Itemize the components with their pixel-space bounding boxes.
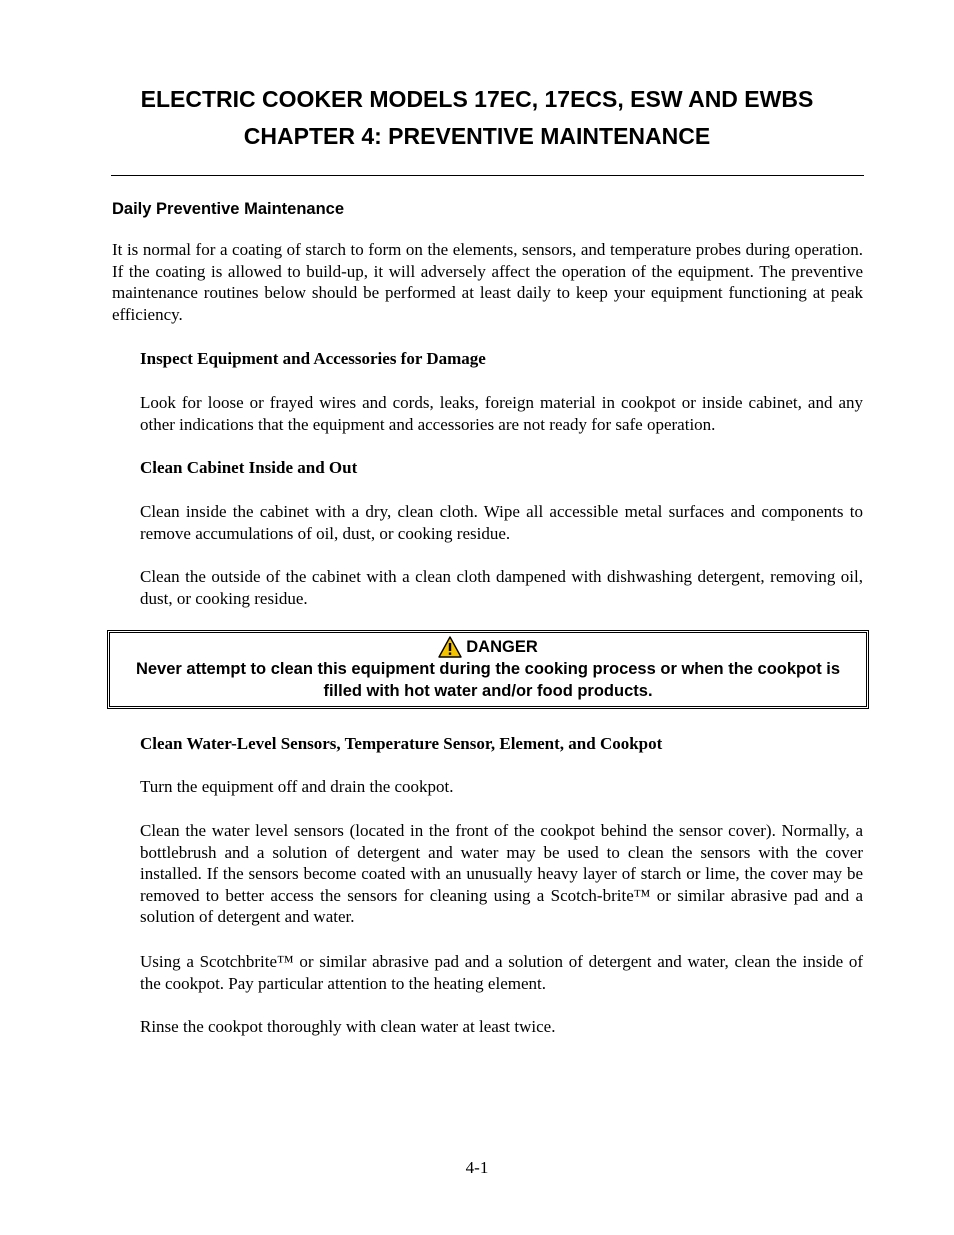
danger-header bbox=[110, 636, 866, 658]
sensors-paragraph-2: Clean the water level sensors (located in the front of the cookpot behind the sensor cover). Normally, a bottlebrush and a solution of detergent and water may be used to clean the sensors with the cover installed. If the sensors become coated with an unusually heavy layer of starch or lime, the cover may be removed to better access the sensors for cleaning using a Scotch-brite™ or similar abrasive pad and a solution of detergent and water. bbox=[140, 821, 863, 927]
inspect-paragraph: Look for loose or frayed wires and cords, leaks, foreign material in cookpot or inside cabinet, and any other indications that the equipment and accessories are not ready for safe operation. bbox=[140, 393, 863, 434]
chapter-title: CHAPTER 4: PREVENTIVE MAINTENANCE bbox=[243, 123, 711, 149]
sensors-paragraph-1: Turn the equipment off and drain the cookpot. bbox=[140, 777, 454, 796]
sensors-paragraph-3: Using a Scotchbrite™ or similar abrasive pad and a solution of detergent and water, clean the inside of the cookpot. Pay particular attention to the heating element. bbox=[140, 952, 863, 993]
danger-label: DANGER bbox=[466, 638, 538, 656]
danger-text: Never attempt to clean this equipment during the cooking process or when the cookpot is filled with hot water and/or food products. bbox=[135, 660, 841, 700]
subheading-cabinet: Clean Cabinet Inside and Out bbox=[140, 458, 358, 477]
subheading-sensors: Clean Water-Level Sensors, Temperature Sensor, Element, and Cookpot bbox=[140, 734, 663, 753]
subheading-inspect: Inspect Equipment and Accessories for Damage bbox=[140, 349, 486, 368]
warning-triangle-icon bbox=[438, 636, 462, 658]
header-divider bbox=[111, 175, 864, 176]
sensors-paragraph-4: Rinse the cookpot thoroughly with clean water at least twice. bbox=[140, 1017, 556, 1036]
section-heading: Daily Preventive Maintenance bbox=[112, 200, 345, 218]
cabinet-paragraph-2: Clean the outside of the cabinet with a clean cloth dampened with dishwashing detergent, removing oil, dust, or cooking residue. bbox=[140, 567, 863, 608]
intro-paragraph: It is normal for a coating of starch to form on the elements, sensors, and temperature probes during operation. If the coating is allowed to build-up, it will adversely affect the operation of the equipment. The preventive maintenance routines below should be performed at least daily to keep your equipment functioning at peak efficiency. bbox=[112, 240, 863, 324]
page-number: 4-1 bbox=[465, 1158, 489, 1177]
cabinet-paragraph-1: Clean inside the cabinet with a dry, clean cloth. Wipe all accessible metal surfaces and components to remove accumulations of oil, dust, or cooking residue. bbox=[140, 502, 863, 543]
danger-notice bbox=[107, 630, 869, 709]
document-title: ELECTRIC COOKER MODELS 17EC, 17ECS, ESW AND EWBS bbox=[140, 86, 814, 112]
